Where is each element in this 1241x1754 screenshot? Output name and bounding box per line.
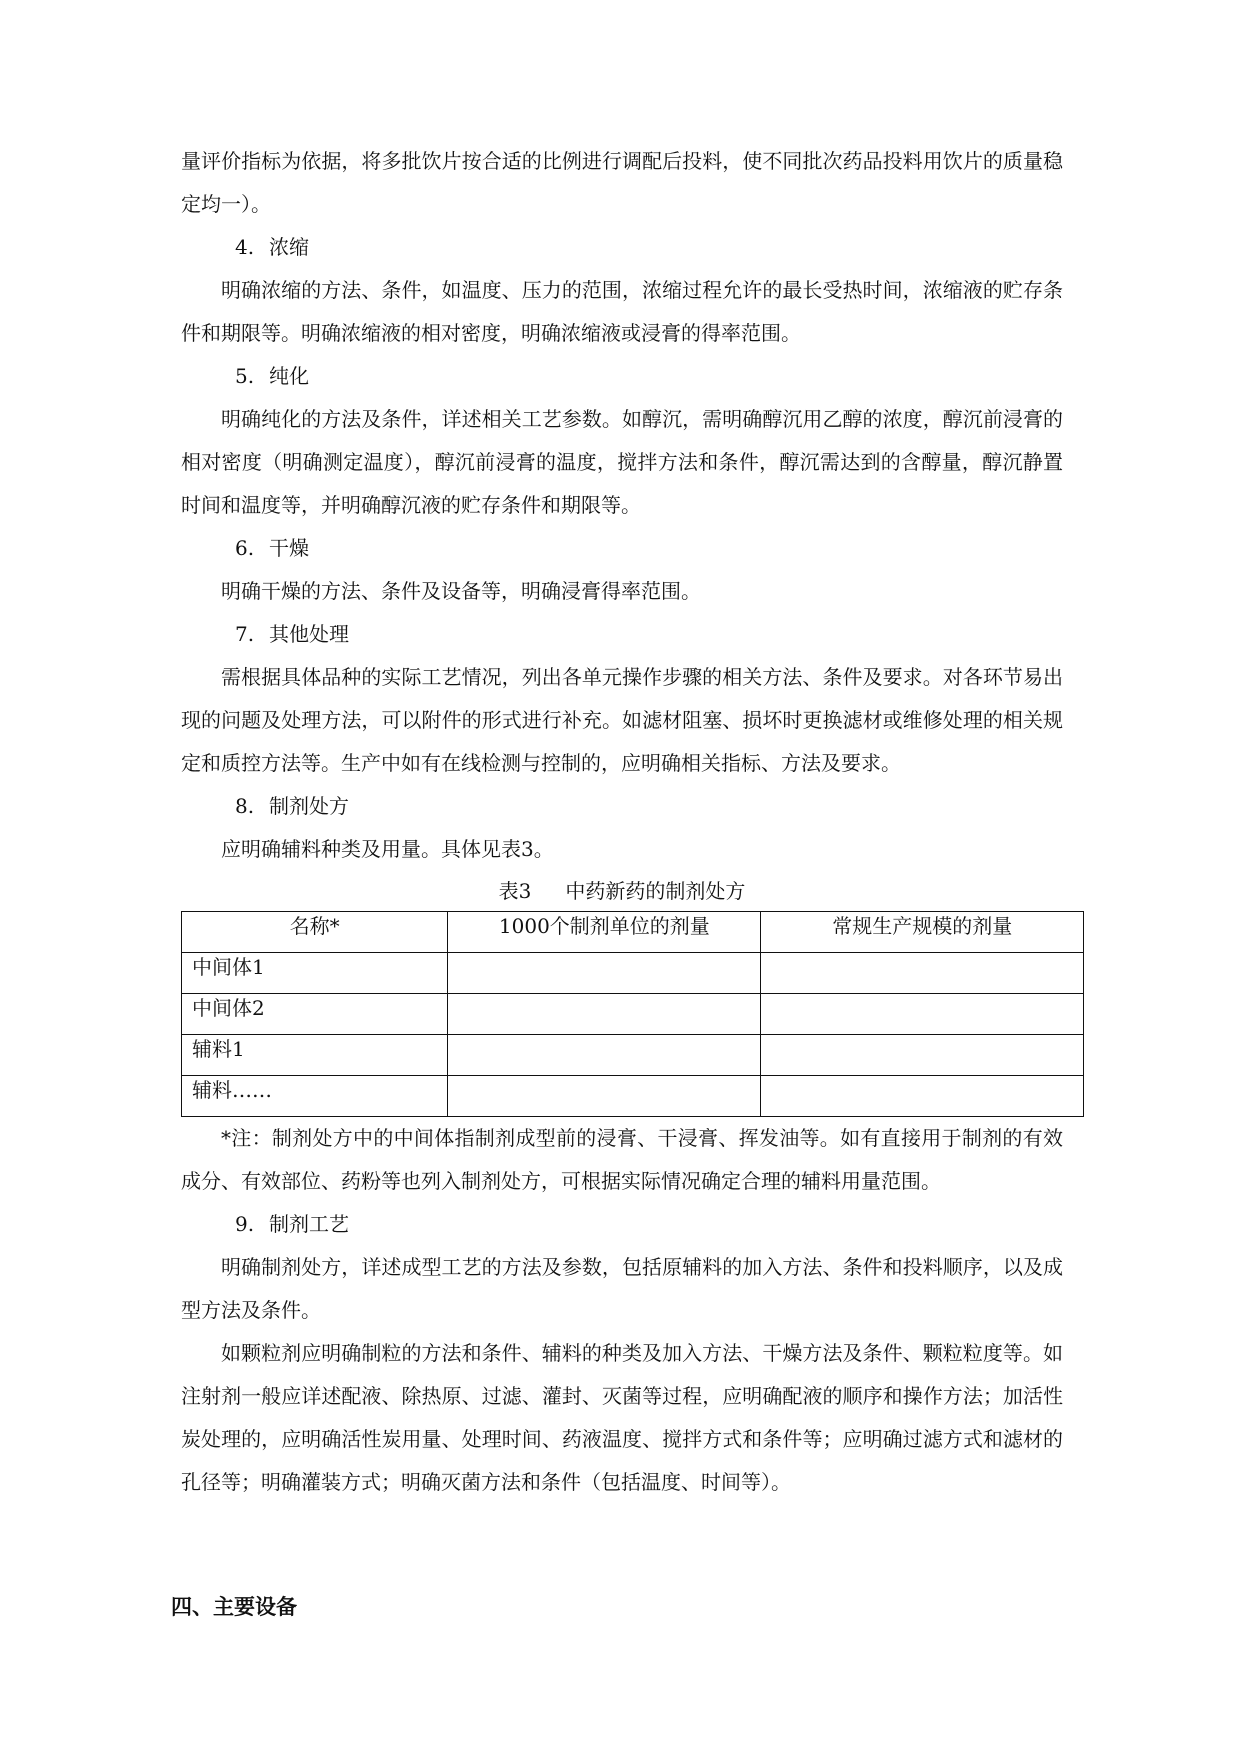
heading-8 (181, 785, 1063, 828)
heading-7 (181, 613, 1063, 656)
table-cell (761, 1035, 1084, 1076)
heading-4 (181, 226, 1063, 269)
heading-6 (181, 527, 1063, 570)
heading-number: 5. (235, 364, 255, 388)
paragraph-concentration: 明确浓缩的方法、条件，如温度、压力的范围，浓缩过程允许的最长受热时间，浓缩液的贮存条件和期限等。明确浓缩液的相对密度，明确浓缩液或浸膏的得率范围。 (181, 278, 1063, 345)
table-cell (448, 1035, 761, 1076)
heading-number: 6. (235, 536, 255, 560)
heading-number: 4. (235, 235, 255, 259)
heading-9 (181, 1203, 1063, 1246)
heading-title: 干燥 (269, 536, 309, 560)
paragraph-formulation-process: 明确制剂处方，详述成型工艺的方法及参数，包括原辅料的加入方法、条件和投料顺序，以及成型方法及条件。 (181, 1255, 1063, 1322)
heading-number: 9. (235, 1212, 255, 1236)
heading-number: 8. (235, 794, 255, 818)
heading-title: 制剂工艺 (269, 1212, 349, 1236)
table-caption (181, 871, 1063, 911)
table-cell (761, 1076, 1084, 1117)
table-cell-name: 中间体1 (182, 953, 448, 994)
table-row (182, 1076, 1084, 1117)
table-row (182, 1035, 1084, 1076)
table-cell (761, 953, 1084, 994)
heading-title: 制剂处方 (269, 794, 349, 818)
table-cell (761, 994, 1084, 1035)
paragraph-formulation: 应明确辅料种类及用量。具体见表3。 (221, 837, 554, 861)
table-cell-name: 辅料1 (182, 1035, 448, 1076)
table-cell (448, 1076, 761, 1117)
table-cell-name: 辅料…… (182, 1076, 448, 1117)
table-cell (448, 953, 761, 994)
table-row (182, 994, 1084, 1035)
heading-title: 纯化 (269, 364, 309, 388)
heading-number: 7. (235, 622, 255, 646)
heading-title: 其他处理 (269, 622, 349, 646)
table-header-row (182, 912, 1084, 953)
table-caption-label: 表3 (498, 879, 532, 903)
paragraph-continuation: 量评价指标为依据，将多批饮片按合适的比例进行调配后投料，使不同批次药品投料用饮片的质量稳定均一）。 (181, 149, 1063, 216)
paragraph-drying: 明确干燥的方法、条件及设备等，明确浸膏得率范围。 (221, 579, 701, 603)
heading-title: 浓缩 (269, 235, 309, 259)
table-caption-title: 中药新药的制剂处方 (565, 879, 746, 903)
table-row (182, 953, 1084, 994)
table-header-dose-production: 常规生产规模的剂量 (761, 912, 1084, 953)
document-body (181, 140, 1063, 1504)
heading-5 (181, 355, 1063, 398)
paragraph-purification: 明确纯化的方法及条件，详述相关工艺参数。如醇沉，需明确醇沉用乙醇的浓度，醇沉前浸膏的相对密度（明确测定温度），醇沉前浸膏的温度，搅拌方法和条件，醇沉需达到的含醇量，醇沉静置时间和温度等，并明确醇沉液的贮存条件和期限等。 (181, 407, 1063, 517)
table-note: *注：制剂处方中的中间体指制剂成型前的浸膏、干浸膏、挥发油等。如有直接用于制剂的有效成分、有效部位、药粉等也列入制剂处方，可根据实际情况确定合理的辅料用量范围。 (181, 1126, 1063, 1193)
table-header-dose-1000: 1000个制剂单位的剂量 (448, 912, 761, 953)
table-header-name: 名称* (182, 912, 448, 953)
paragraph-other-processing: 需根据具体品种的实际工艺情况，列出各单元操作步骤的相关方法、条件及要求。对各环节易出现的问题及处理方法，可以附件的形式进行补充。如滤材阻塞、损坏时更换滤材或维修处理的相关规定和质控方法等。生产中如有在线检测与控制的，应明确相关指标、方法及要求。 (181, 665, 1063, 775)
paragraph-dosage-form-examples: 如颗粒剂应明确制粒的方法和条件、辅料的种类及加入方法、干燥方法及条件、颗粒粒度等。如注射剂一般应详述配液、除热原、过滤、灌封、灭菌等过程，应明确配液的顺序和操作方法；加活性炭处理的，应明确活性炭用量、处理时间、药液温度、搅拌方式和条件等；应明确过滤方式和滤材的孔径等；明确灌装方式；明确灭菌方法和条件（包括温度、时间等）。 (181, 1341, 1063, 1494)
table-cell-name: 中间体2 (182, 994, 448, 1035)
table-cell (448, 994, 761, 1035)
section-title: 四、主要设备 (171, 1594, 297, 1619)
formulation-table (181, 911, 1084, 1117)
